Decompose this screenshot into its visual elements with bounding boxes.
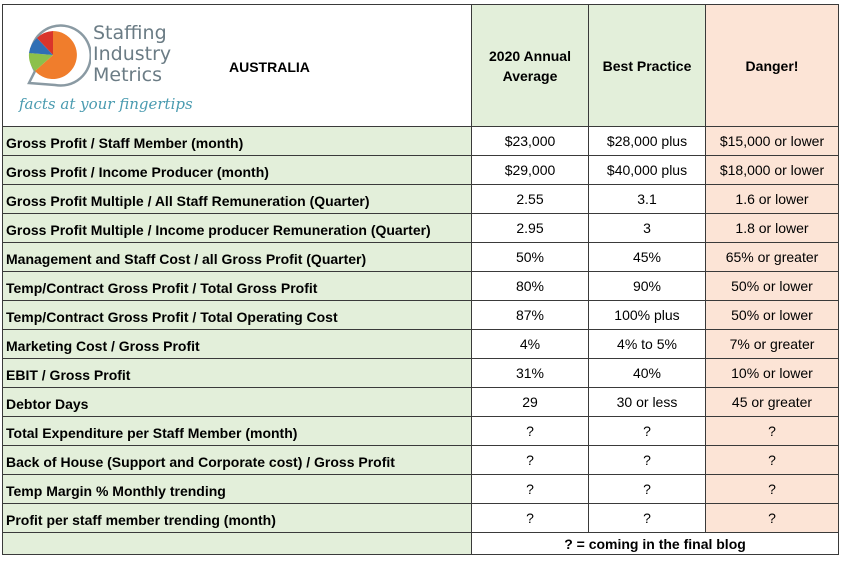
metric-label: Temp/Contract Gross Profit / Total Operating Cost xyxy=(3,301,472,330)
danger-value: $18,000 or lower xyxy=(706,156,839,185)
annual-average-value: 4% xyxy=(472,330,589,359)
annual-average-value: $23,000 xyxy=(472,127,589,156)
danger-value: 50% or lower xyxy=(706,272,839,301)
table-row xyxy=(3,504,839,533)
annual-average-value: 31% xyxy=(472,359,589,388)
annual-average-value: 2.55 xyxy=(472,185,589,214)
danger-value: ? xyxy=(706,504,839,533)
metric-label: Gross Profit / Staff Member (month) xyxy=(3,127,472,156)
annual-average-value: 50% xyxy=(472,243,589,272)
metric-label: Management and Staff Cost / all Gross Profit (Quarter) xyxy=(3,243,472,272)
best-practice-value: 3.1 xyxy=(589,185,706,214)
table-row xyxy=(3,359,839,388)
best-practice-value: 4% to 5% xyxy=(589,330,706,359)
danger-value: 50% or lower xyxy=(706,301,839,330)
danger-value: 45 or greater xyxy=(706,388,839,417)
column-header-danger: Danger! xyxy=(706,5,839,127)
annual-average-value: ? xyxy=(472,417,589,446)
country-label: AUSTRALIA xyxy=(229,59,310,75)
best-practice-value: $28,000 plus xyxy=(589,127,706,156)
danger-value: 1.6 or lower xyxy=(706,185,839,214)
annual-average-value: 87% xyxy=(472,301,589,330)
metric-label: Gross Profit / Income Producer (month) xyxy=(3,156,472,185)
danger-value: 65% or greater xyxy=(706,243,839,272)
metric-label: Back of House (Support and Corporate cost) / Gross Profit xyxy=(3,446,472,475)
table-row xyxy=(3,475,839,504)
footer-empty-cell xyxy=(3,533,472,555)
danger-value: $15,000 or lower xyxy=(706,127,839,156)
annual-average-value: ? xyxy=(472,446,589,475)
logo-tagline: facts at your fingertips xyxy=(19,95,193,113)
danger-value: 10% or lower xyxy=(706,359,839,388)
metrics-table xyxy=(2,4,839,555)
best-practice-value: ? xyxy=(589,504,706,533)
metric-label: Debtor Days xyxy=(3,388,472,417)
danger-value: ? xyxy=(706,417,839,446)
annual-average-value: 80% xyxy=(472,272,589,301)
pie-logo-icon xyxy=(15,19,91,95)
table-header-row xyxy=(3,5,839,127)
column-header-annual-average: 2020 Annual Average xyxy=(472,5,589,127)
best-practice-value: $40,000 plus xyxy=(589,156,706,185)
table-row xyxy=(3,214,839,243)
best-practice-value: 90% xyxy=(589,272,706,301)
table-row xyxy=(3,243,839,272)
logo-header-cell xyxy=(3,5,472,127)
metric-label: Total Expenditure per Staff Member (month) xyxy=(3,417,472,446)
danger-value: 1.8 or lower xyxy=(706,214,839,243)
table-row xyxy=(3,301,839,330)
company-logo xyxy=(15,19,215,119)
best-practice-value: ? xyxy=(589,446,706,475)
table-row xyxy=(3,417,839,446)
annual-average-value: ? xyxy=(472,475,589,504)
table-row xyxy=(3,446,839,475)
logo-wordmark: Staffing Industry Metrics xyxy=(93,22,172,86)
annual-average-value: 29 xyxy=(472,388,589,417)
table-row xyxy=(3,388,839,417)
metric-label: Marketing Cost / Gross Profit xyxy=(3,330,472,359)
best-practice-value: 40% xyxy=(589,359,706,388)
best-practice-value: 30 or less xyxy=(589,388,706,417)
danger-value: ? xyxy=(706,446,839,475)
annual-average-value: $29,000 xyxy=(472,156,589,185)
metric-label: Temp/Contract Gross Profit / Total Gross Profit xyxy=(3,272,472,301)
annual-average-value: 2.95 xyxy=(472,214,589,243)
best-practice-value: ? xyxy=(589,417,706,446)
best-practice-value: 45% xyxy=(589,243,706,272)
table-row xyxy=(3,272,839,301)
metric-label: Temp Margin % Monthly trending xyxy=(3,475,472,504)
table-row xyxy=(3,156,839,185)
footer-note: ? = coming in the final blog xyxy=(472,533,839,555)
column-header-best-practice: Best Practice xyxy=(589,5,706,127)
table-row xyxy=(3,185,839,214)
danger-value: ? xyxy=(706,475,839,504)
metric-label: Gross Profit Multiple / Income producer Remuneration (Quarter) xyxy=(3,214,472,243)
best-practice-value: 3 xyxy=(589,214,706,243)
table-row xyxy=(3,127,839,156)
table-footer-row xyxy=(3,533,839,555)
metric-label: EBIT / Gross Profit xyxy=(3,359,472,388)
annual-average-value: ? xyxy=(472,504,589,533)
danger-value: 7% or greater xyxy=(706,330,839,359)
metric-label: Gross Profit Multiple / All Staff Remuneration (Quarter) xyxy=(3,185,472,214)
table-row xyxy=(3,330,839,359)
best-practice-value: 100% plus xyxy=(589,301,706,330)
best-practice-value: ? xyxy=(589,475,706,504)
metric-label: Profit per staff member trending (month) xyxy=(3,504,472,533)
